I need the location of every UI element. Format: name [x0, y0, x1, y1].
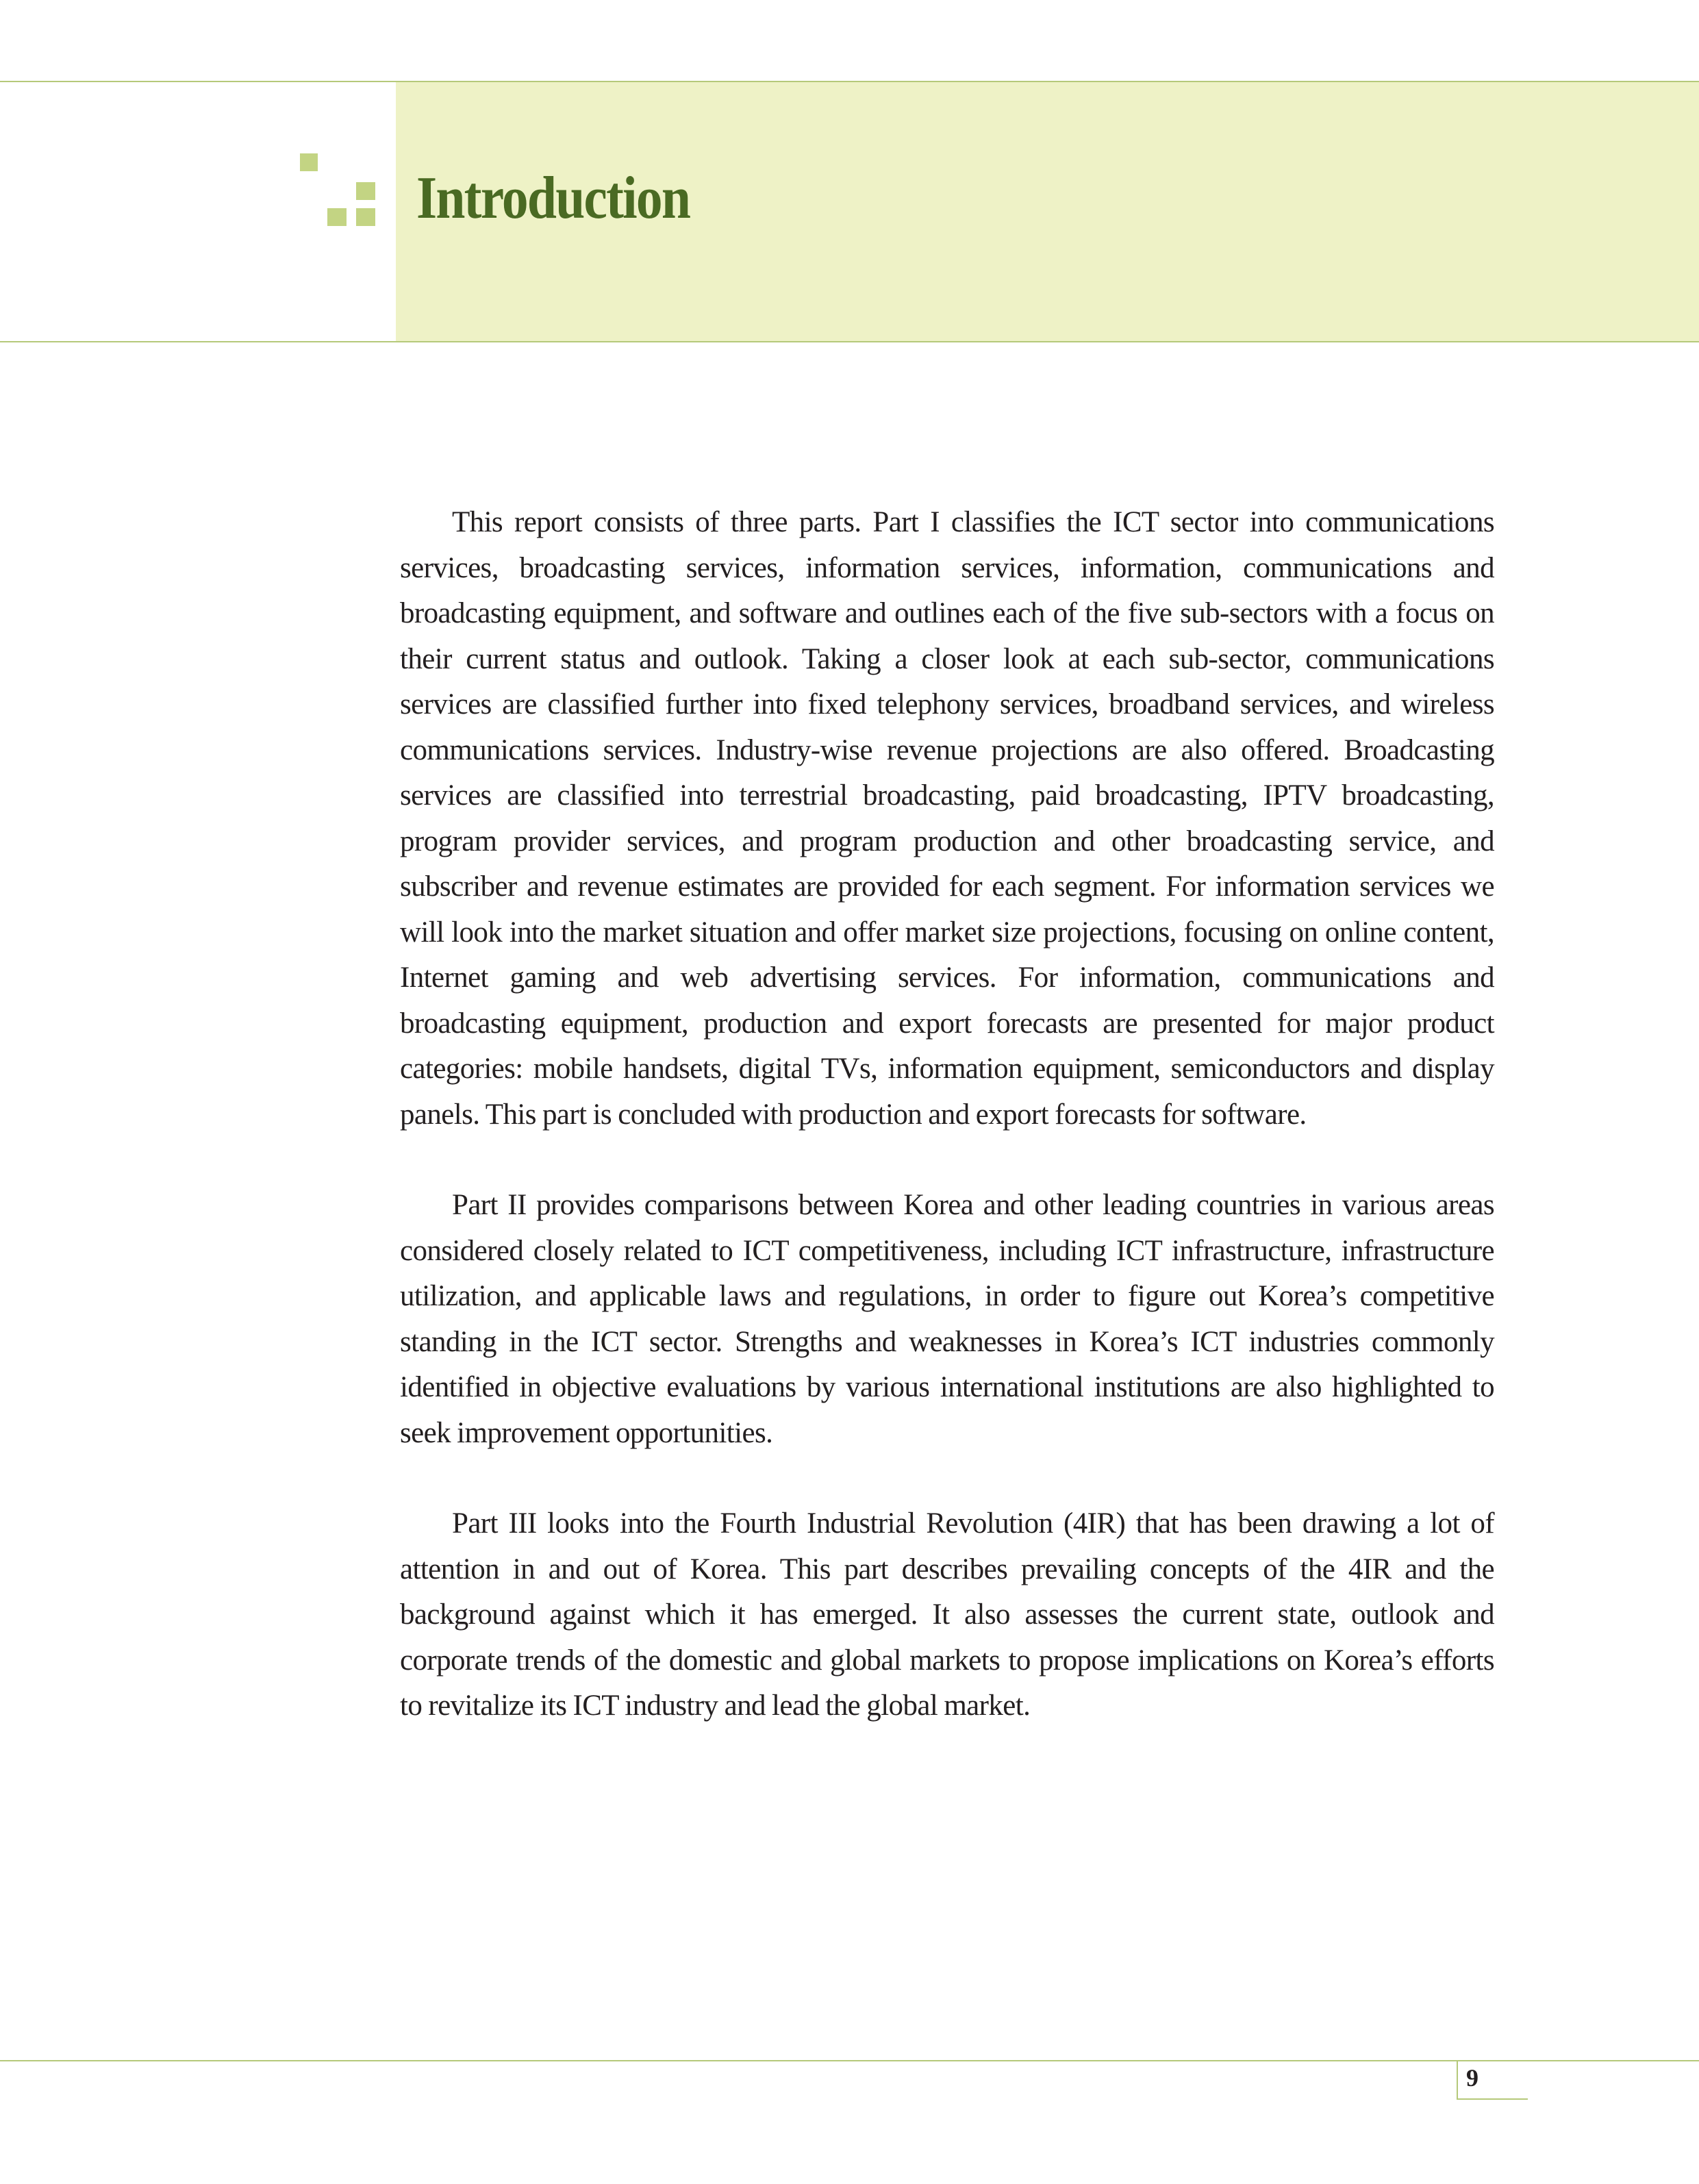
footer-rule — [0, 2060, 1699, 2061]
page-number: 9 — [1466, 2064, 1478, 2092]
ornament-square — [300, 153, 318, 171]
paragraph-part-1: This report consists of three parts. Part I classifies the ICT sector into communications services, broadcasting services, information services, information, communications and broadcasting equipment, and software and outlines each of the five sub-sectors with a focus on their current status and outlook. Taking a closer look at each sub-sector, communications services are classified further into fixed telephony services, broadband services, and wireless communications services. Industry-wise revenue projections are also offered. Broadcasting services are classified into terrestrial broadcasting, paid broadcasting, IPTV broadcasting, program provider services, and program production and other broadcasting service, and subscriber and revenue estimates are provided for each segment. For information services we will look into the market situation and offer market size projections, focusing on online content, Internet gaming and web advertising services. For information, communications and broadcasting equipment, production and export forecasts are presented for major product categories: mobile handsets, digital TVs, information equipment, semiconductors and display panels. This part is concluded with production and export forecasts for software. — [400, 506, 1494, 1131]
body-text — [400, 500, 1494, 1774]
header-band — [0, 81, 1699, 342]
ornament-square — [327, 208, 347, 226]
ornament-square — [356, 208, 375, 226]
page-title: Introduction — [416, 165, 690, 231]
ornament-square — [356, 182, 375, 200]
paragraph-part-3: Part III looks into the Fourth Industrial Revolution (4IR) that has been drawing a lot of attention in and out of Korea. This part describes prevailing concepts of the 4IR and the background against which it has emerged. It also assesses the current state, outlook and corporate trends of the domestic and global markets to propose implications on Korea’s efforts to revitalize its ICT industry and lead the global market. — [400, 1507, 1494, 1722]
paragraph-part-2: Part II provides comparisons between Korea and other leading countries in various areas considered closely related to ICT competitiveness, including ICT infrastructure, infrastructure utilization, and applicable laws and regulations, in order to figure out Korea’s competitive standing in the ICT sector. Strengths and weaknesses in Korea’s ICT industries commonly identified in objective evaluations by various international institutions are also highlighted to seek improvement opportunities. — [400, 1189, 1494, 1449]
page-number-box — [1457, 2060, 1528, 2100]
